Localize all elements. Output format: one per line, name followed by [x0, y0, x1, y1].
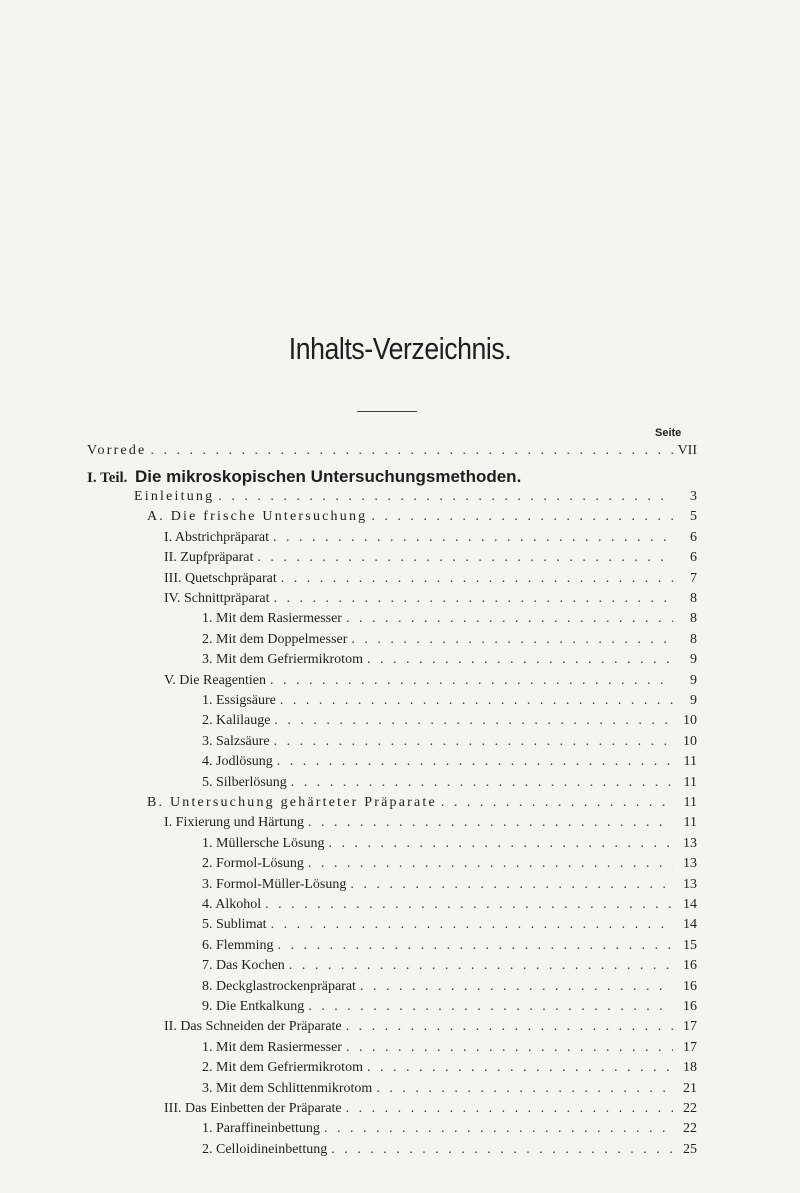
leader-dots: [346, 1019, 673, 1035]
toc-entry-label: 4. Jodlösung: [202, 754, 273, 769]
toc-entry: [202, 836, 697, 856]
toc-entry-label: II. Das Schneiden der Präparate: [164, 1019, 342, 1034]
toc-entry: [202, 938, 697, 958]
part-heading: [87, 467, 697, 487]
toc-entry-label: B. Untersuchung gehärteter Präparate: [147, 795, 437, 810]
toc-entry: [202, 979, 697, 999]
toc-entry: [134, 489, 697, 509]
toc-entry: [202, 917, 697, 937]
title-divider: [357, 411, 417, 412]
toc-entry-page: 11: [683, 795, 697, 810]
toc-entry-label: 3. Formol-Müller-Lösung: [202, 877, 347, 892]
leader-dots: [328, 836, 673, 852]
leader-dots: [274, 734, 673, 750]
toc-entry-label: 2. Celloidineinbettung: [202, 1142, 328, 1157]
leader-dots: [324, 1121, 673, 1137]
toc-entry: [164, 1101, 697, 1121]
toc-entry: [164, 591, 697, 611]
toc-entry-label: 8. Deckglastrockenpräparat: [202, 979, 356, 994]
toc-entry-page: 17: [683, 1040, 697, 1055]
toc-entry-label: 1. Essigsäure: [202, 693, 276, 708]
toc-entry-label: 9. Die Entkalkung: [202, 999, 305, 1014]
toc-entry-page: 14: [683, 917, 697, 932]
toc-entry-label: 2. Kalilauge: [202, 713, 271, 728]
toc-entry-label: 3. Mit dem Gefriermikrotom: [202, 652, 363, 667]
toc-entry: [202, 1060, 697, 1080]
toc-entry: [202, 1121, 697, 1141]
toc-entry-label: 1. Mit dem Rasiermesser: [202, 611, 342, 626]
toc-entry-page: 11: [683, 754, 697, 769]
toc-entry-label: 3. Salzsäure: [202, 734, 270, 749]
toc-entry: [202, 856, 697, 876]
toc-entry-label: Einleitung: [134, 489, 215, 504]
toc-entry: [202, 999, 697, 1019]
page-column-label: Seite: [655, 427, 682, 439]
toc-entry-page: 25: [683, 1142, 697, 1157]
leader-dots: [350, 877, 673, 893]
toc-entry-page: 13: [683, 836, 697, 851]
toc-entry: [202, 611, 697, 631]
toc-entry-page: 8: [690, 591, 697, 606]
toc-entry-label: 2. Formol-Lösung: [202, 856, 304, 871]
leader-dots: [371, 509, 673, 525]
toc-entry: [202, 775, 697, 795]
toc-entry-label: 1. Müllersche Lösung: [202, 836, 325, 851]
toc-entry-page: 9: [690, 693, 697, 708]
toc-entry-label: 5. Sublimat: [202, 917, 267, 932]
leader-dots: [270, 673, 673, 689]
toc-entry-page: 16: [683, 979, 697, 994]
toc-entry: [202, 1142, 697, 1162]
part-name: Die mikroskopischen Untersuchungsmethoden.: [134, 467, 522, 486]
toc-entry-label: I. Abstrichpräparat: [164, 530, 269, 545]
toc-entry-label: V. Die Reagentien: [164, 673, 266, 688]
toc-entry: [202, 734, 697, 754]
toc-entry: [164, 550, 697, 570]
toc-entry-label: Vorrede: [87, 443, 147, 458]
toc-entry: [202, 652, 697, 672]
part-prefix: I. Teil.: [87, 470, 128, 486]
toc-entry: [164, 530, 697, 550]
leader-dots: [360, 979, 673, 995]
toc-entry-page: 6: [690, 550, 697, 565]
toc-entry-page: 22: [683, 1121, 697, 1136]
leader-dots: [273, 530, 673, 546]
leader-dots: [274, 591, 674, 607]
toc-entry-vorrede: [87, 443, 697, 463]
leader-dots: [277, 754, 673, 770]
toc-entry-label: 3. Mit dem Schlittenmikrotom: [202, 1081, 373, 1096]
toc-entry: [202, 1040, 697, 1060]
leader-dots: [346, 1101, 673, 1117]
page-title: Inhalts-Verzeichnis.: [288, 331, 512, 366]
toc-entry-page: 8: [690, 632, 697, 647]
leader-dots: [274, 713, 673, 729]
toc-entry-label: 4. Alkohol: [202, 897, 262, 912]
leader-dots: [331, 1142, 673, 1158]
toc-entry-page: 6: [690, 530, 697, 545]
toc-entry: [147, 509, 697, 529]
toc-entry-label: IV. Schnittpräparat: [164, 591, 270, 606]
toc-entry-label: 7. Das Kochen: [202, 958, 285, 973]
toc-entry-page: 9: [690, 673, 697, 688]
toc-entry-page: 16: [683, 958, 697, 973]
toc-entry-page: 13: [683, 877, 697, 892]
toc-entry-label: III. Das Einbetten der Präparate: [164, 1101, 342, 1116]
leader-dots: [265, 897, 673, 913]
toc-entry-page: 8: [690, 611, 697, 626]
toc-entry-page: 3: [690, 489, 697, 504]
leader-dots: [351, 632, 673, 648]
toc-entry: [164, 673, 697, 693]
toc-entry-page: 22: [683, 1101, 697, 1116]
leader-dots: [289, 958, 673, 974]
toc-entry-label: III. Quetschpräparat: [164, 571, 277, 586]
toc-entry-label: 1. Paraffineinbettung: [202, 1121, 320, 1136]
toc-entry: [202, 877, 697, 897]
leader-dots: [257, 550, 673, 566]
leader-dots: [367, 1060, 673, 1076]
toc-entry: [202, 632, 697, 652]
toc-entry: [147, 795, 697, 815]
leader-dots: [346, 1040, 673, 1056]
toc-entry-label: 2. Mit dem Doppelmesser: [202, 632, 348, 647]
toc-entry-page: 5: [690, 509, 697, 524]
toc-entry-page: 13: [683, 856, 697, 871]
leader-dots: [218, 489, 673, 505]
leader-dots: [441, 795, 673, 811]
toc-entry: [202, 693, 697, 713]
leader-dots: [308, 856, 673, 872]
toc-entry-page: 10: [683, 734, 697, 749]
toc-entry-page: 15: [683, 938, 697, 953]
toc-entry: [164, 1019, 697, 1039]
leader-dots: [346, 611, 673, 627]
toc-entry-page: 11: [683, 775, 697, 790]
toc-entry-label: 1. Mit dem Rasiermesser: [202, 1040, 342, 1055]
toc-entry: [164, 815, 697, 835]
leader-dots: [376, 1081, 673, 1097]
toc-entry-page: 9: [690, 652, 697, 667]
leader-dots: [308, 815, 673, 831]
leader-dots: [281, 571, 673, 587]
toc-entry-page: 21: [683, 1081, 697, 1096]
leader-dots: [291, 775, 673, 791]
leader-dots: [278, 938, 673, 954]
toc-entry: [164, 571, 697, 591]
toc-entry-label: II. Zupfpräparat: [164, 550, 254, 565]
toc-entry-page: 7: [690, 571, 697, 586]
toc-entry-page: 18: [683, 1060, 697, 1075]
toc-entry-page: 14: [683, 897, 697, 912]
toc-entry-page: VII: [677, 443, 697, 458]
toc-entry-page: 10: [683, 713, 697, 728]
toc-entry-label: 2. Mit dem Gefriermikrotom: [202, 1060, 363, 1075]
toc-entry: [202, 897, 697, 917]
leader-dots: [150, 443, 673, 459]
leader-dots: [308, 999, 673, 1015]
toc-entry-label: 6. Flemming: [202, 938, 274, 953]
leader-dots: [367, 652, 673, 668]
toc-entry-page: 17: [683, 1019, 697, 1034]
toc-entry: [202, 1081, 697, 1101]
toc-entry-label: 5. Silberlösung: [202, 775, 287, 790]
toc-entry: [202, 754, 697, 774]
leader-dots: [271, 917, 673, 933]
toc-entry-page: 11: [683, 815, 697, 830]
toc-entry: [202, 958, 697, 978]
leader-dots: [280, 693, 673, 709]
toc-entry-label: A. Die frische Untersuchung: [147, 509, 368, 524]
toc-entry: [202, 713, 697, 733]
toc-entry-label: I. Fixierung und Härtung: [164, 815, 304, 830]
toc-entry-page: 16: [683, 999, 697, 1014]
